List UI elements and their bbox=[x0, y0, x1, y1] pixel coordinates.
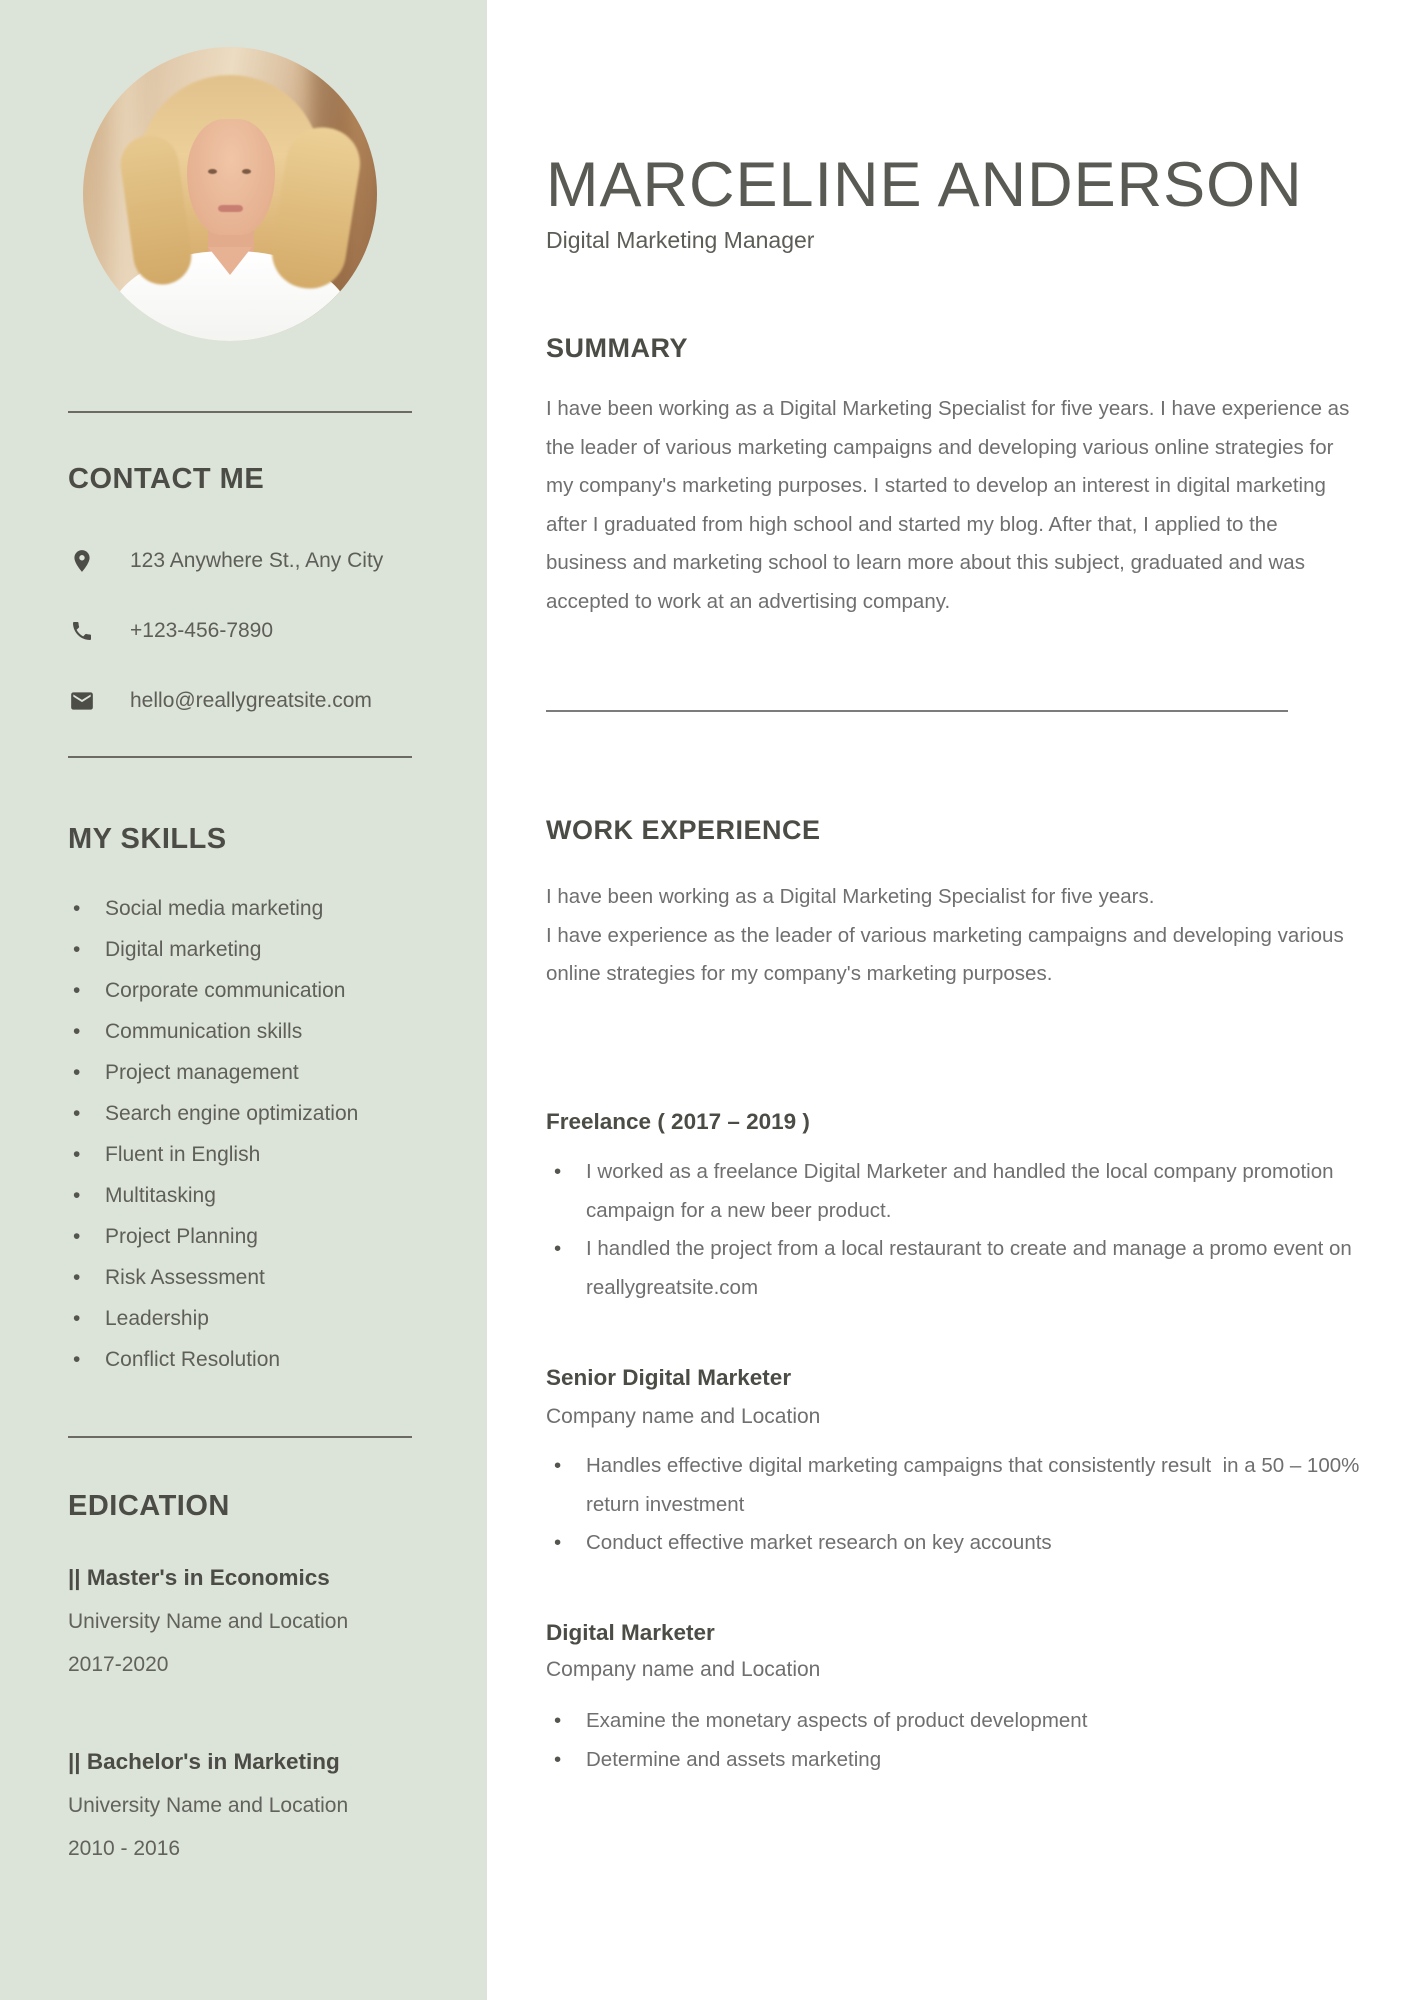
contact-row-phone bbox=[68, 614, 273, 648]
job-title-senior-digital-marketer: Senior Digital Marketer bbox=[546, 1365, 792, 1390]
education-entry-masters bbox=[68, 1562, 428, 1680]
contact-heading: CONTACT ME bbox=[68, 463, 265, 495]
skill-item: • Digital marketing bbox=[68, 929, 428, 970]
skill-item: • Search engine optimization bbox=[68, 1093, 428, 1134]
contact-address: 123 Anywhere St., Any City bbox=[130, 549, 384, 572]
email-icon bbox=[68, 687, 96, 715]
skill-item: • Social media marketing bbox=[68, 888, 428, 929]
skill-item: • Conflict Resolution bbox=[68, 1339, 428, 1380]
skill-item: • Multitasking bbox=[68, 1175, 428, 1216]
skill-item: • Fluent in English bbox=[68, 1134, 428, 1175]
job-title-digital-marketer: Digital Marketer bbox=[546, 1620, 715, 1645]
school-name: University Name and Location bbox=[68, 1610, 349, 1633]
work-intro bbox=[546, 878, 1352, 994]
degree-title: || Bachelor's in Marketing bbox=[68, 1749, 340, 1774]
job-bullets-senior bbox=[546, 1447, 1406, 1563]
job-bullet: • I worked as a freelance Digital Marketer and handled the local company promotion campaign for a new beer product. bbox=[546, 1153, 1406, 1230]
person-name: MARCELINE ANDERSON bbox=[546, 150, 1303, 220]
skill-item: • Leadership bbox=[68, 1298, 428, 1339]
job-bullets-freelance bbox=[546, 1153, 1406, 1307]
skill-item: • Project management bbox=[68, 1052, 428, 1093]
skill-item: • Corporate communication bbox=[68, 970, 428, 1011]
job-title-freelance: Freelance ( 2017 – 2019 ) bbox=[546, 1109, 810, 1134]
study-years: 2017-2020 bbox=[68, 1653, 169, 1676]
job-company: Company name and Location bbox=[546, 1658, 821, 1681]
sidebar-divider bbox=[68, 411, 412, 413]
job-bullets-digital bbox=[546, 1702, 1406, 1779]
job-bullet: • Determine and assets marketing bbox=[546, 1741, 1406, 1780]
contact-email: hello@reallygreatsite.com bbox=[130, 689, 372, 712]
skills-list bbox=[68, 888, 428, 1380]
photo-eye-right bbox=[242, 169, 251, 174]
summary-heading: SUMMARY bbox=[546, 333, 688, 363]
sidebar bbox=[0, 0, 487, 2000]
person-job-title: Digital Marketing Manager bbox=[546, 227, 815, 253]
school-name: University Name and Location bbox=[68, 1794, 349, 1817]
education-entry-bachelors bbox=[68, 1746, 428, 1864]
work-experience-heading: WORK EXPERIENCE bbox=[546, 815, 821, 845]
education-heading: EDICATION bbox=[68, 1490, 230, 1522]
photo-mouth bbox=[218, 205, 243, 212]
contact-row-email bbox=[68, 684, 372, 718]
phone-icon bbox=[68, 617, 96, 645]
skill-item: • Communication skills bbox=[68, 1011, 428, 1052]
skill-item: • Risk Assessment bbox=[68, 1257, 428, 1298]
degree-title: || Master's in Economics bbox=[68, 1565, 330, 1590]
contact-row-address bbox=[68, 544, 383, 578]
sidebar-divider bbox=[68, 756, 412, 758]
sidebar-divider bbox=[68, 1436, 412, 1438]
skill-item: • Project Planning bbox=[68, 1216, 428, 1257]
job-bullet: • Handles effective digital marketing campaigns that consistently result in a 50 – 100% return investment bbox=[546, 1447, 1406, 1524]
job-bullet: • I handled the project from a local restaurant to create and manage a promo event on reallygreatsite.com bbox=[546, 1230, 1406, 1307]
photo-face bbox=[187, 119, 275, 235]
work-intro-line1: I have been working as a Digital Marketing Specialist for five years. bbox=[546, 885, 1155, 908]
profile-photo bbox=[83, 47, 377, 341]
job-bullet: • Examine the monetary aspects of product development bbox=[546, 1702, 1406, 1741]
job-company: Company name and Location bbox=[546, 1405, 821, 1428]
summary-divider bbox=[546, 710, 1288, 712]
study-years: 2010 - 2016 bbox=[68, 1837, 181, 1860]
photo-eye-left bbox=[208, 169, 217, 174]
work-intro-line2: I have experience as the leader of various marketing campaigns and developing various online strategies for my company's marketing purposes. bbox=[546, 923, 1344, 986]
skills-heading: MY SKILLS bbox=[68, 823, 227, 855]
contact-phone: +123-456-7890 bbox=[130, 619, 274, 642]
job-bullet: • Conduct effective market research on key accounts bbox=[546, 1524, 1406, 1563]
summary-paragraph: I have been working as a Digital Marketing Specialist for five years. I have experience as the leader of various marketing campaigns and developing various online strategies for my company's marketing purposes. I started to develop an interest in digital marketing after I graduated from high school and started my blog. After that, I applied to the business and marketing school to learn more about this subject, graduated and was accepted to work at an advertising company. bbox=[546, 397, 1350, 613]
location-pin-icon bbox=[68, 547, 96, 575]
